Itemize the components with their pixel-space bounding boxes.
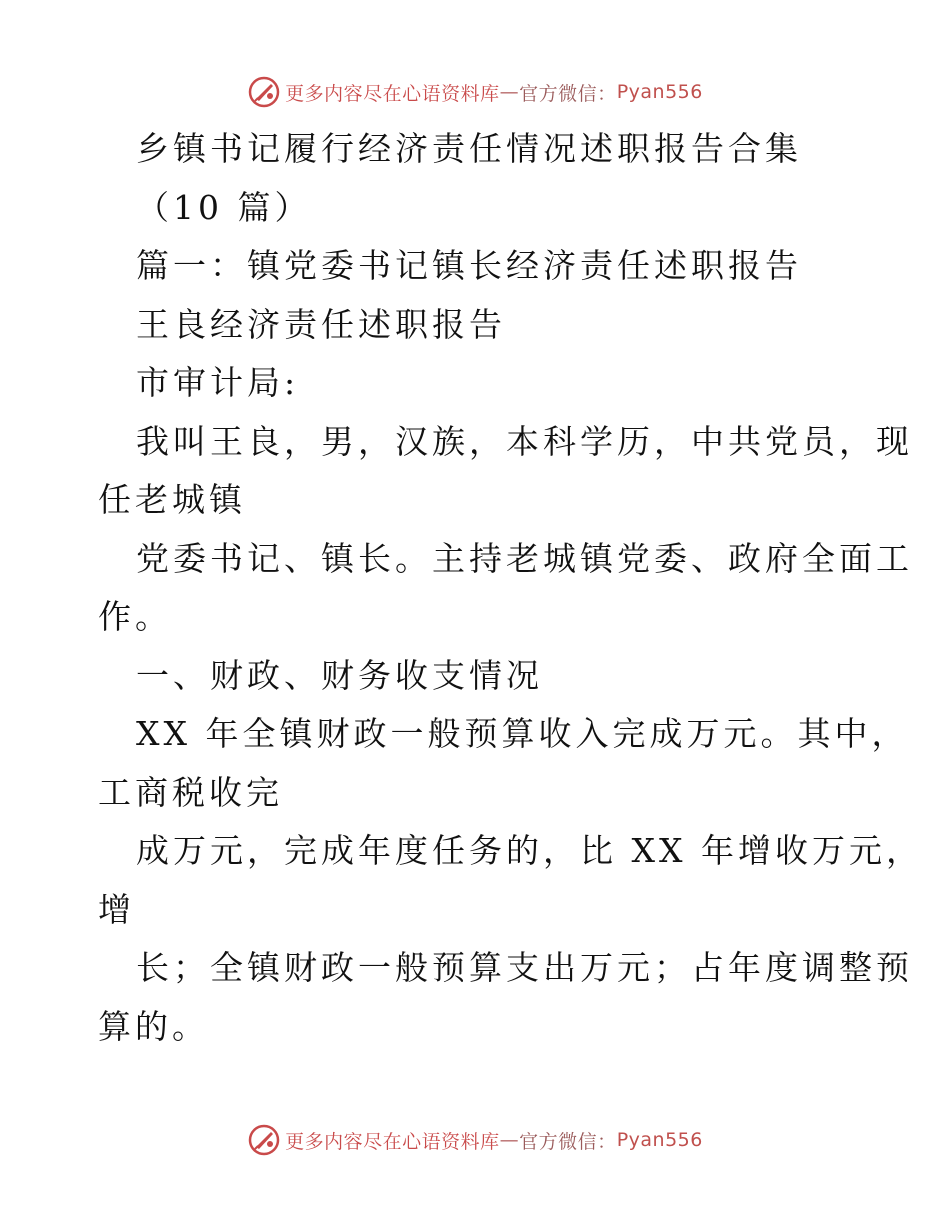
- subsection-heading: 一、财政、财务收支情况: [136, 655, 543, 695]
- header-banner: [0, 72, 950, 112]
- quill-logo-icon: [247, 75, 281, 109]
- paragraph-line: 成万元，完成年度任务的，比 XX 年增收万元，: [136, 831, 923, 870]
- paragraph-line: 增: [98, 889, 135, 929]
- paragraph-line: 党委书记、镇长。主持老城镇党委、政府全面工: [136, 538, 913, 578]
- banner-dash: —: [499, 81, 520, 103]
- quill-logo-icon: [247, 1123, 281, 1157]
- salutation: 市审计局:: [136, 363, 300, 402]
- paragraph-line: 我叫王良，男，汉族，本科学历，中共党员，现: [136, 421, 913, 461]
- report-title: 王良经济责任述职报告: [136, 304, 506, 344]
- paragraph-line: XX 年全镇财政一般预算收入完成万元。其中，: [136, 714, 909, 753]
- document-subtitle: （10 篇）: [136, 187, 312, 227]
- banner-site-text: 更多内容尽在心语资料库: [285, 82, 500, 105]
- banner-wechat-account: Pyan556: [616, 1129, 703, 1151]
- paragraph-line: 算的。: [98, 1006, 209, 1046]
- paragraph-line: 长；全镇财政一般预算支出万元；占年度调整预: [136, 948, 913, 987]
- banner-site-text: 更多内容尽在心语资料库: [285, 1130, 500, 1153]
- paragraph-line: 任老城镇: [98, 480, 246, 519]
- section-heading: 篇一：镇党委书记镇长经济责任述职报告: [136, 246, 802, 285]
- paragraph-line: 工商税收完: [98, 772, 283, 812]
- paragraph-line: 作。: [98, 597, 172, 636]
- banner-wechat-account: Pyan556: [616, 81, 703, 103]
- banner-dash: —: [499, 1129, 520, 1151]
- document-title: 乡镇书记履行经济责任情况述职报告合集: [136, 129, 802, 168]
- footer-banner: [0, 1120, 950, 1160]
- document-body: [98, 120, 923, 1056]
- banner-wechat-label: 官方微信：: [519, 82, 617, 105]
- banner-wechat-label: 官方微信：: [519, 1130, 617, 1153]
